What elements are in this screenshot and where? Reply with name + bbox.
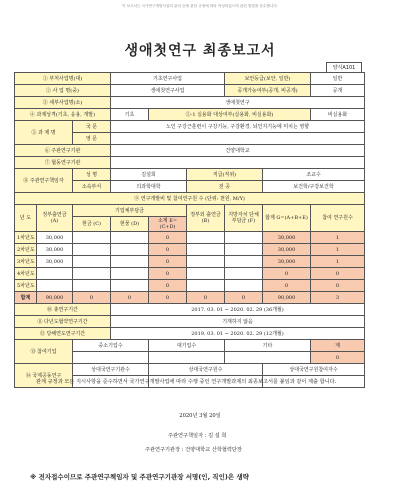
funding-year-row [15, 280, 365, 292]
funding-local-cell [225, 280, 263, 292]
footer-note: ※ 전자접수이므로 주관연구책임자 및 주관연구기관장 서명(인, 직인)은 생략 [30, 473, 249, 481]
funding-year-cell: 5차년도 [15, 280, 37, 292]
funding-inkind-cell [111, 232, 149, 244]
funding-total-cell: 30,000 [263, 244, 311, 256]
funding-year-row [15, 244, 365, 256]
row-subprogram [15, 97, 365, 109]
security-value: 일반 [311, 73, 365, 85]
funding-inkind-cell [111, 280, 149, 292]
funding-sum-subtotal: 0 [149, 292, 187, 304]
funding-total-cell: 30,000 [263, 256, 311, 268]
pi-name-value: 김설희 [111, 169, 187, 181]
funding-cash-cell [73, 244, 111, 256]
funding-cash-cell [73, 268, 111, 280]
funding-inkind-cell [111, 244, 149, 256]
form-id: 양식A101 [326, 62, 362, 73]
row-pi-name [15, 169, 365, 181]
security-label: 보안등급(보안, 일반) [225, 73, 311, 85]
pi-dept-label: 소속부서 [73, 181, 111, 193]
submission-date: 2020년 3월 20일 [179, 413, 221, 419]
companies-small-value [73, 352, 149, 364]
funding-gov-cell [37, 268, 73, 280]
funding-other-header: 정부외 출연금 (B) [187, 205, 225, 232]
funding-subtotal-cell: 0 [149, 232, 187, 244]
row-total-period [15, 304, 365, 316]
companies-label: ⑬ 참여기업 [15, 340, 73, 364]
funding-subtotal-cell: 0 [149, 280, 187, 292]
pi-dept-value: 의과학대학 [111, 181, 187, 193]
funding-total-cell: 30,000 [263, 232, 311, 244]
funding-gov-cell: 30,000 [37, 244, 73, 256]
multiyear-period-label: ⑪ 다년도협약연구기간 [15, 316, 111, 328]
funding-sum-people: 3 [311, 292, 365, 304]
nature-label: ④ 과제성격(기초, 응용, 개발) [15, 109, 111, 121]
funding-cash-cell [73, 256, 111, 268]
funding-people-cell: 0 [311, 280, 365, 292]
total-period-label: ⑩ 총연구기간 [15, 304, 111, 316]
companies-large-value [149, 352, 225, 364]
funding-sum-gov: 90,000 [37, 292, 73, 304]
funding-year-row [15, 256, 365, 268]
host-value: 건양대학교 [111, 145, 365, 157]
funding-total-header: 합계 G=(A+B+E) [263, 205, 311, 232]
funding-subtotal-cell: 0 [149, 244, 187, 256]
commercial-value: 비실용화 [311, 109, 365, 121]
funding-other-cell [187, 256, 225, 268]
funding-gov-cell: 30,000 [37, 232, 73, 244]
funding-other-cell [187, 280, 225, 292]
funding-local-cell [225, 244, 263, 256]
row-multiyear-period [15, 316, 365, 328]
row-coop-institution [15, 157, 365, 169]
funding-local-cell [225, 268, 263, 280]
row-project-kr [15, 121, 365, 133]
funding-gov-cell: 30,000 [37, 256, 73, 268]
pi-major-value: 보건학/구강보건학 [263, 181, 365, 193]
row-companies-header [15, 340, 365, 352]
funding-corp-header: 기업체부담금 [73, 205, 187, 217]
funding-gov-header: 정부출연금 (A) [37, 205, 73, 232]
project-kr-label: 국 문 [73, 121, 111, 133]
current-period-value: 2019. 03. 01 ~ 2020. 02. 29 (12개월) [111, 328, 365, 340]
ministry-label: ① 부처사업명(대) [15, 73, 111, 85]
pi-label: ⑧ 주관연구책임자 [15, 169, 73, 193]
funding-subtotal-cell: 0 [149, 268, 187, 280]
ministry-value: 기초연구사업 [111, 73, 225, 85]
intl-inst-header: 상대국연구기관수 [73, 364, 149, 376]
funding-people-header: 참여 연구원수 [311, 205, 365, 232]
pi-rank-label: 직급(직위) [187, 169, 263, 181]
funding-sum-inkind: 0 [111, 292, 149, 304]
pi-rank-value: 조교수 [263, 169, 365, 181]
top-note: 이 보고서는 국가연구개발사업의 관리 등에 관한 규정에 따라 작성되었으며 관련 법령을 준수합니다. [121, 4, 279, 8]
funding-year-cell: 4차년도 [15, 268, 37, 280]
funding-other-cell [187, 232, 225, 244]
row-program [15, 85, 365, 97]
companies-other-header: 기타 [225, 340, 311, 352]
head-signature-line: 주관연구기관장 : 건양대학교 산학협력단장 [145, 447, 242, 453]
row-ministry [15, 73, 365, 85]
funding-year-header: 년 도 [15, 205, 37, 232]
funding-year-cell: 3차년도 [15, 256, 37, 268]
funding-total-cell: 0 [263, 268, 311, 280]
project-kr-value: 노인 구강근훈련이 구강기능, 구강환경, 뇌인지기능에 미치는 영향 [111, 121, 365, 133]
report-form-table [14, 72, 365, 388]
intl-participant-header: 상대국연구원참여자수 [263, 364, 365, 376]
nature-value: 기초 [111, 109, 149, 121]
funding-inkind-cell [111, 268, 149, 280]
pi-signature-line: 주관연구책임자 : 김 설 희 [168, 433, 227, 439]
companies-large-header: 대기업수 [149, 340, 225, 352]
funding-people-cell: 0 [311, 268, 365, 280]
row-funding-header-1 [15, 205, 365, 217]
funding-sum-cash: 0 [73, 292, 111, 304]
current-period-label: ⑫ 당해연도연구기간 [15, 328, 111, 340]
total-period-value: 2017. 03. 01 ~ 2020. 02. 29 (36개월) [111, 304, 365, 316]
funding-sum-row [15, 292, 365, 304]
commercial-label: ⑤-1 실용화 대상여부(실용화, 비실용화) [149, 109, 311, 121]
project-label: ⑤ 과 제 명 [15, 121, 73, 145]
project-en-value [111, 133, 365, 145]
page-title: 생애첫연구 최종보고서 [124, 43, 276, 59]
project-en-label: 영 문 [73, 133, 111, 145]
funding-local-header: 지방자치 단체 부담금 (F) [225, 205, 263, 232]
public-label: 공개가능여부(공개, 비공개) [225, 85, 311, 97]
funding-cash-header: 현금 (C) [73, 217, 111, 232]
public-value: 공개 [311, 85, 365, 97]
funding-year-cell: 2차년도 [15, 244, 37, 256]
coop-value [111, 157, 365, 169]
funding-sum-local: 0 [225, 292, 263, 304]
companies-small-header: 중소기업수 [73, 340, 149, 352]
funding-year-row [15, 232, 365, 244]
funding-sum-other: 0 [187, 292, 225, 304]
funding-total-cell: 0 [263, 280, 311, 292]
row-nature [15, 109, 365, 121]
row-current-period [15, 328, 365, 340]
funding-local-cell [225, 256, 263, 268]
row-host-institution [15, 145, 365, 157]
funding-subtotal-header: 소계 E=(C+D) [149, 217, 187, 232]
intl-researcher-header: 상대국연구원수 [149, 364, 263, 376]
funding-inkind-header: 현물 (D) [111, 217, 149, 232]
funding-other-cell [187, 268, 225, 280]
row-funding-title [15, 193, 365, 205]
funding-gov-cell [37, 280, 73, 292]
program-label: ② 사 업 명(중) [15, 85, 111, 97]
funding-people-cell: 1 [311, 232, 365, 244]
program-value: 생애첫연구사업 [111, 85, 225, 97]
funding-inkind-cell [111, 256, 149, 268]
intl-label: ⑭ 국제공동연구 [15, 364, 73, 388]
funding-subtotal-cell: 0 [149, 256, 187, 268]
host-label: ⑥ 주관연구기관 [15, 145, 111, 157]
funding-sum-total: 90,000 [263, 292, 311, 304]
statement-text: 관계 규정과 모든 지시사항을 준수하면서 국가연구개발사업에 따라 수행 중인 연구개발과제의 최종보고서를 붙임과 같이 제출 합니다. [36, 379, 337, 385]
funding-cash-cell [73, 280, 111, 292]
funding-people-cell: 1 [311, 256, 365, 268]
companies-total-header: 계 [311, 340, 365, 352]
funding-other-cell [187, 244, 225, 256]
coop-label: ⑦ 협동연구기관 [15, 157, 111, 169]
pi-name-label: 성 명 [73, 169, 111, 181]
companies-other-value [225, 352, 311, 364]
companies-total-value: 0 [311, 352, 365, 364]
row-intl-header [15, 364, 365, 376]
pi-major-label: 전 공 [187, 181, 263, 193]
funding-local-cell [225, 232, 263, 244]
funding-cash-cell [73, 232, 111, 244]
funding-section-label: ⑨ 연구개발비 및 참여연구원 수 (단위: 천원, M/Y) [15, 193, 365, 205]
subprogram-label: ③ 세부사업명(소) [15, 97, 111, 109]
funding-people-cell: 1 [311, 244, 365, 256]
subprogram-value: 생애첫연구 [111, 97, 365, 109]
funding-year-row [15, 268, 365, 280]
multiyear-period-value: 기재하지 않음 [111, 316, 365, 328]
funding-year-cell: 1차년도 [15, 232, 37, 244]
funding-sum-label: 합계 [15, 292, 37, 304]
